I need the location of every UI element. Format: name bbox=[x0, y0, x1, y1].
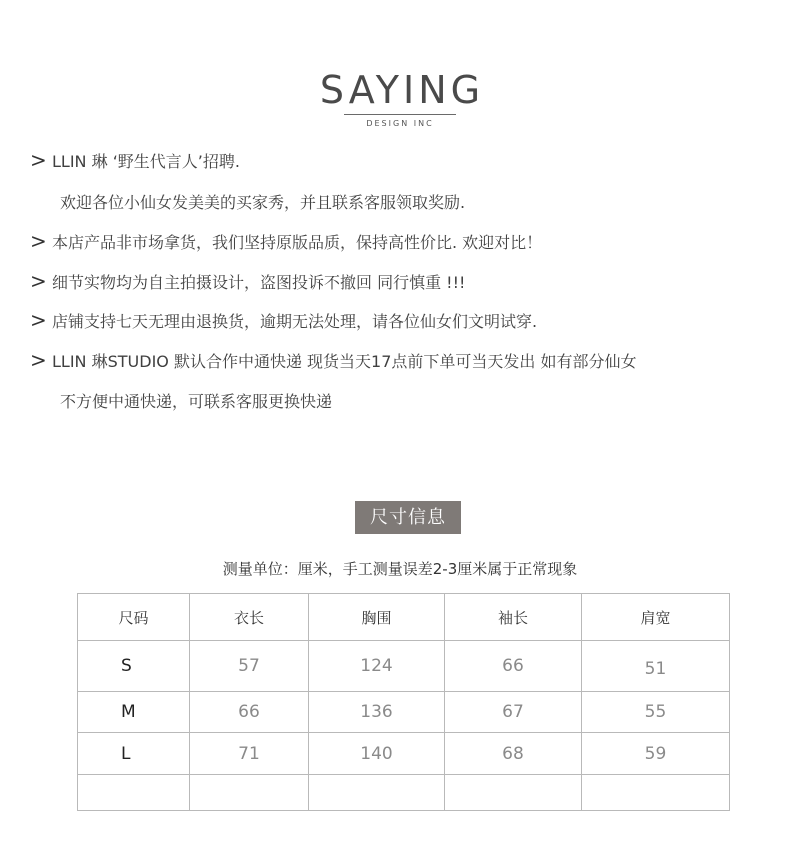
chevron-right-icon: > bbox=[30, 148, 47, 172]
note-shipping-continued: 不方便中通快递，可联系客服更换快递 bbox=[60, 392, 333, 411]
note-text: LLIN 琳 ‘野生代言人’招聘. bbox=[52, 152, 240, 171]
size-table bbox=[77, 593, 730, 811]
note-recruit bbox=[30, 148, 240, 176]
header-length: 衣长 bbox=[190, 594, 309, 641]
sleeve-value bbox=[445, 775, 582, 811]
chevron-right-icon: > bbox=[30, 308, 47, 332]
note-text: 细节实物均为自主拍摄设计，盗图投诉不撤回 同行慎重 !!! bbox=[52, 273, 466, 292]
table-header-row bbox=[78, 594, 730, 641]
sleeve-value: 68 bbox=[445, 733, 582, 775]
length-value: 71 bbox=[190, 733, 309, 775]
sleeve-value: 67 bbox=[445, 692, 582, 733]
length-value bbox=[190, 775, 309, 811]
size-label bbox=[78, 775, 190, 811]
length-value: 57 bbox=[190, 641, 309, 692]
header-sleeve: 袖长 bbox=[445, 594, 582, 641]
length-value: 66 bbox=[190, 692, 309, 733]
bust-value: 124 bbox=[309, 641, 445, 692]
size-label: M bbox=[78, 692, 190, 733]
shoulder-value: 59 bbox=[582, 733, 730, 775]
brand-logo bbox=[0, 68, 800, 128]
note-shipping bbox=[30, 348, 637, 376]
size-info-badge: 尺寸信息 bbox=[355, 501, 461, 534]
note-text: 本店产品非市场拿货，我们坚持原版品质，保持高性价比. 欢迎对比！ bbox=[52, 233, 543, 252]
note-quality bbox=[30, 229, 542, 257]
note-recruit-continued: 欢迎各位小仙女发美美的买家秀，并且联系客服领取奖励. bbox=[60, 193, 466, 212]
logo-wordmark: SAYING bbox=[319, 68, 485, 112]
logo-subtitle: DESIGN INC bbox=[366, 119, 434, 128]
chevron-right-icon: > bbox=[30, 348, 47, 372]
header-shoulder: 肩宽 bbox=[582, 594, 730, 641]
table-row bbox=[78, 692, 730, 733]
table-row bbox=[78, 641, 730, 692]
note-text: LLIN 琳STUDIO 默认合作中通快递 现货当天17点前下单可当天发出 如有部分仙女 bbox=[52, 352, 637, 371]
logo-divider bbox=[344, 114, 456, 115]
table-row bbox=[78, 733, 730, 775]
size-label: L bbox=[78, 733, 190, 775]
bust-value: 140 bbox=[309, 733, 445, 775]
bust-value: 136 bbox=[309, 692, 445, 733]
header-bust: 胸围 bbox=[309, 594, 445, 641]
shoulder-value: 55 bbox=[582, 692, 730, 733]
size-label: S bbox=[78, 641, 190, 692]
header-size: 尺码 bbox=[78, 594, 190, 641]
shoulder-value: 51 bbox=[582, 641, 730, 692]
chevron-right-icon: > bbox=[30, 269, 47, 293]
shoulder-value bbox=[582, 775, 730, 811]
note-photos bbox=[30, 269, 465, 297]
table-row bbox=[78, 775, 730, 811]
bust-value bbox=[309, 775, 445, 811]
chevron-right-icon: > bbox=[30, 229, 47, 253]
note-returns bbox=[30, 308, 537, 336]
sleeve-value: 66 bbox=[445, 641, 582, 692]
note-text: 店铺支持七天无理由退换货，逾期无法处理，请各位仙女们文明试穿. bbox=[52, 312, 538, 331]
measurement-unit-note: 测量单位：厘米，手工测量误差2-3厘米属于正常现象 bbox=[222, 560, 578, 578]
